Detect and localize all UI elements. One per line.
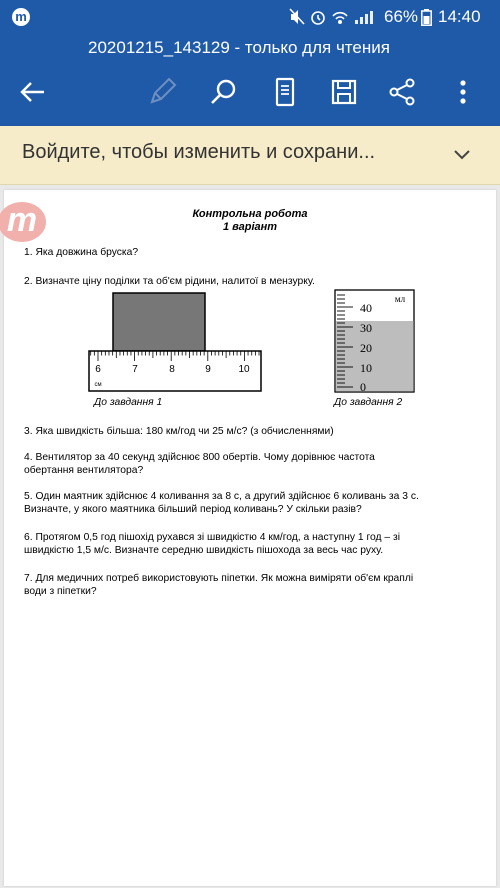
more-options-icon[interactable] [447,76,479,108]
ruler-label: 7 [132,364,138,375]
question-6-line-1: 6. Протягом 0,5 год пішохід рухався зі швидкістю 4 км/год, а наступну 1 год – зі [24,532,401,543]
caption-task-2: До завдання 2 [334,397,403,408]
save-icon[interactable] [328,76,360,108]
cylinder-label: 10 [360,361,372,375]
question-7-line-2: води з піпетки? [24,586,97,597]
status-icons [289,8,379,26]
sign-in-banner[interactable] [0,126,500,185]
document-page[interactable] [4,190,496,886]
measuring-cylinder-figure [334,288,416,394]
doc-subtitle: 1 варіант [222,221,278,233]
search-icon[interactable] [208,76,240,108]
question-2: 2. Визначте ціну поділки та об'єм рідини, налитої в мензурку. [24,276,315,287]
question-4-line-2: обертання вентилятора? [24,465,144,476]
question-1: 1. Яка довжина бруска? [24,247,139,258]
app-logo-letter: m [15,9,27,24]
mute-icon [290,9,304,24]
ruler-label: 6 [95,364,101,375]
status-bar [0,0,500,34]
cylinder-label: 0 [360,380,366,394]
edit-pencil-icon[interactable] [146,76,178,108]
ruler-body [89,351,261,391]
cylinder-label: 20 [360,341,372,355]
caption-task-1: До завдання 1 [94,397,163,408]
question-3: 3. Яка швидкість більша: 180 км/год чи 25 м/с? (з обчисленнями) [24,426,334,437]
reading-view-icon[interactable] [269,76,301,108]
cylinder-label: 30 [360,321,372,335]
share-icon[interactable] [386,76,418,108]
app-logo-icon [12,8,30,26]
document-title: 20201215_143129 - только для чтения [88,38,390,57]
question-5-line-1: 5. Один маятник здійснює 4 коливання за 8 с, а другий здійснює 6 коливань за 3 с. [24,491,419,502]
question-7-line-1: 7. Для медичних потреб використовують піпетки. Як можна виміряти об'єм краплі [24,573,414,584]
cylinder-label: 40 [360,301,372,315]
battery-icon [421,9,432,26]
cylinder-liquid [336,321,414,391]
ruler-label: 9 [205,364,211,375]
wifi-icon [333,13,347,24]
ruler-figure [88,292,263,394]
signal-icon [355,11,373,24]
question-6-line-2: швидкістю 1,5 м/с. Визначте середню швидкість пішохода за весь час руху. [24,545,384,556]
block-bar [113,293,205,351]
doc-title: Контрольна робота [192,208,308,220]
clock: 14:40 [438,7,481,26]
battery-level: 66% [384,7,419,26]
cylinder-unit: мл [394,294,406,304]
sign-in-banner-text: Войдите, чтобы изменить и сохрани... [22,141,376,163]
app-bar [0,34,500,126]
ruler-label: 10 [238,364,250,375]
back-arrow-icon[interactable] [16,76,48,108]
question-4-line-1: 4. Вентилятор за 40 секунд здійснює 800 обертів. Чому дорівнює частота [24,452,375,463]
alarm-icon [312,12,324,24]
question-5-line-2: Визначте, у якого маятника більший період коливань? У скільки разів? [24,504,362,515]
ruler-label: 8 [169,364,175,375]
watermark-letter: m [6,201,38,239]
ruler-unit: см [94,382,102,388]
chevron-down-icon[interactable] [452,145,472,165]
